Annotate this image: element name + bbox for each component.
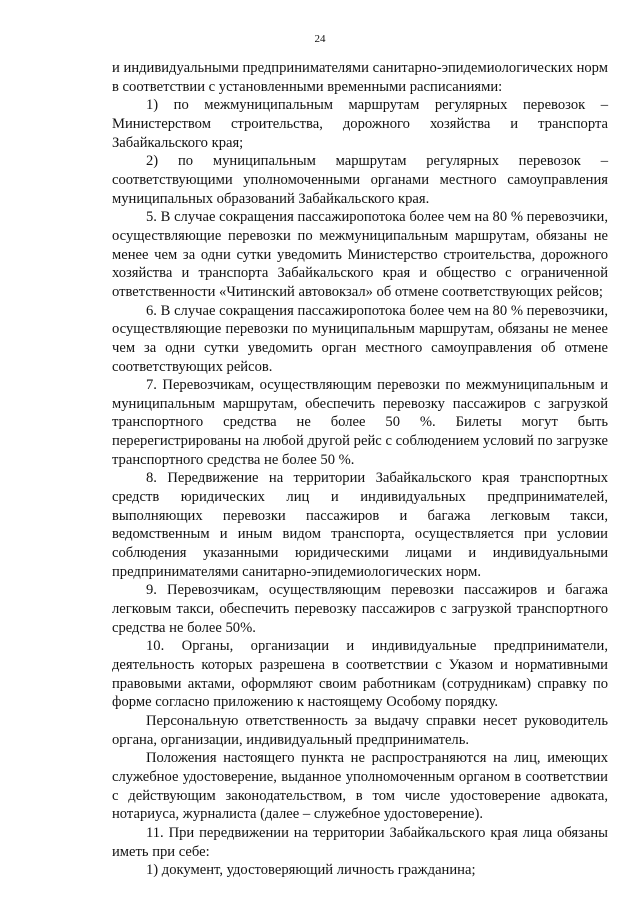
paragraph: 10. Органы, организации и индивидуальные предприниматели, деятельность которых разрешена в соответствии с Указом и нормативными правовыми актами, оформляют своим работникам (сотрудникам) справку по форме согласно приложению к настоящему Особому порядку. <box>112 638 608 711</box>
paragraph: 2) по муниципальным маршрутам регулярных перевозок – соответствующими уполномоченными органами местного самоуправления муниципальных образований Забайкальского края. <box>112 153 608 207</box>
document-body <box>112 59 608 880</box>
paragraph: 1) документ, удостоверяющий личность гражданина; <box>146 862 476 879</box>
paragraph: 9. Перевозчикам, осуществляющим перевозки пассажиров и багажа легковым такси, обеспечить перевозку пассажиров с загрузкой транспортного средства не более 50%. <box>112 582 608 636</box>
paragraph: 6. В случае сокращения пассажиропотока более чем на 80 % перевозчики, осуществляющие перевозки по муниципальным маршрутам, обязаны не менее чем за одни сутки уведомить орган местного самоуправления об отмене соответствующих рейсов. <box>112 302 608 375</box>
paragraph: 7. Перевозчикам, осуществляющим перевозки по межмуниципальным и муниципальным маршрутам, обеспечить перевозку пассажиров с загрузкой транспортного средства не более 50 %. Билеты могут быть перерегистрированы на любой другой рейс с соблюдением условий по загрузке транспортного средства не более 50 %. <box>112 377 608 468</box>
paragraph: 1) по межмуниципальным маршрутам регулярных перевозок – Министерством строительства, дорожного хозяйства и транспорта Забайкальского края; <box>112 97 608 151</box>
paragraph: 11. При передвижении на территории Забайкальского края лица обязаны иметь при себе: <box>112 824 608 860</box>
paragraph: 8. Передвижение на территории Забайкальского края транспортных средств юридических лиц и индивидуальных предпринимателей, выполняющих перевозки пассажиров и багажа легковым такси, ведомственным и иным видом транспорта, осуществляется при условии соблюдения указанными юридическими лицами и индивидуальными предпринимателями санитарно-эпидемиологических норм. <box>112 470 608 580</box>
page-number: 24 <box>314 33 326 45</box>
paragraph: Персональную ответственность за выдачу справки несет руководитель органа, организации, индивидуальный предприниматель. <box>112 712 608 748</box>
paragraph: Положения настоящего пункта не распространяются на лиц, имеющих служебное удостоверение, выданное уполномоченным органом в соответствии с действующим законодательством, в том числе удостоверение адвоката, нотариуса, журналиста (далее – служебное удостоверение). <box>112 750 608 823</box>
paragraph: и индивидуальными предпринимателями санитарно-эпидемиологических норм в соответствии с установленными временными расписаниями: <box>112 60 608 95</box>
paragraph: 5. В случае сокращения пассажиропотока более чем на 80 % перевозчики, осуществляющие перевозки по межмуниципальным маршрутам, обязаны не менее чем за одни сутки уведомить Министерство строительства, дорожного хозяйства и транспорта Забайкальского края и общество с ограниченной ответственности «Читинский автовокзал» об отмене соответствующих рейсов; <box>112 209 608 300</box>
